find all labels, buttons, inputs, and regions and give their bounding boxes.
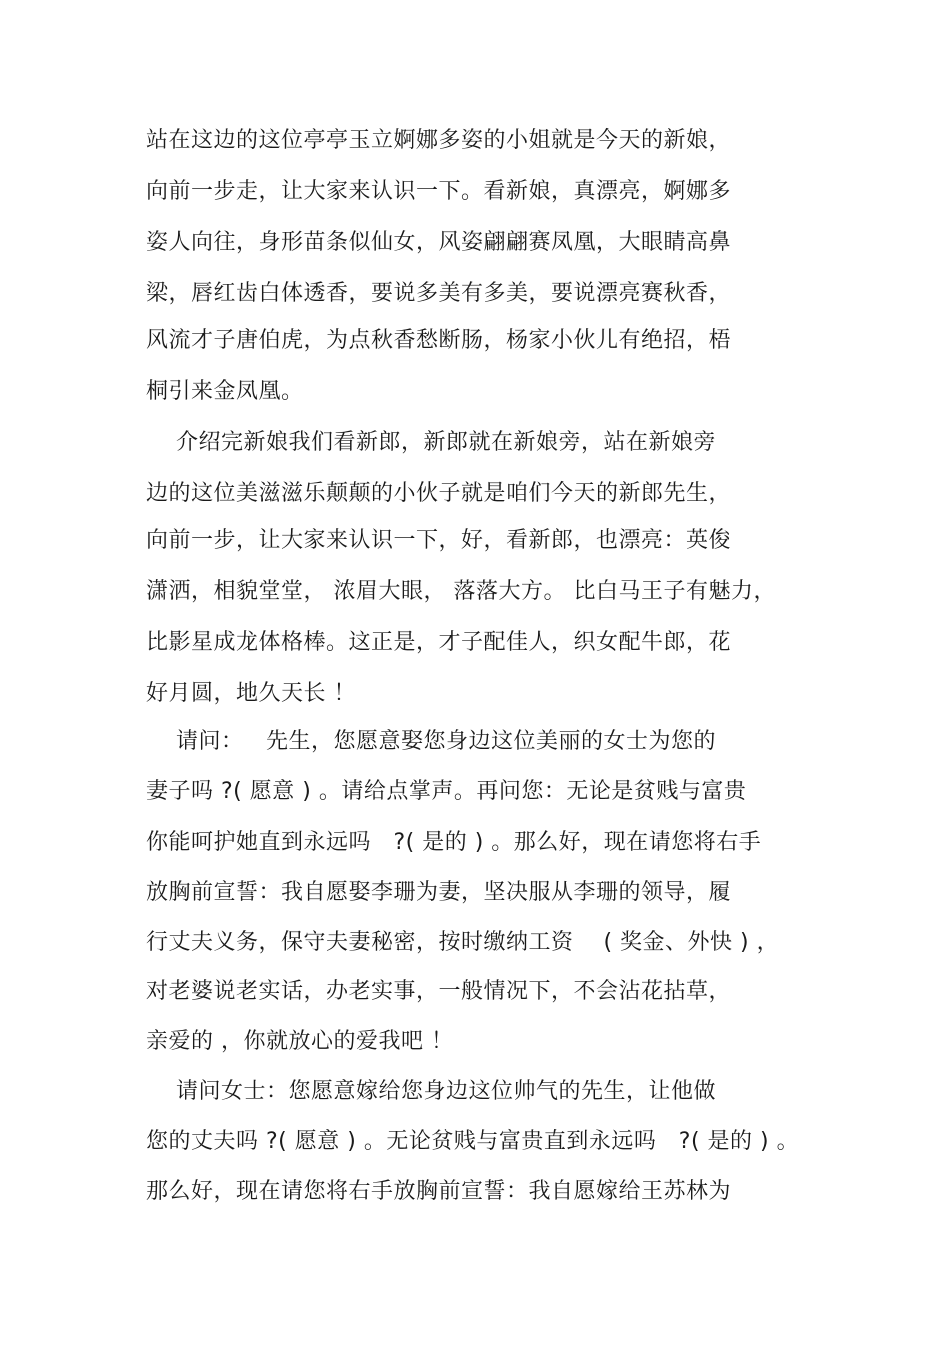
text-line: 请问女士：您愿意嫁给您身边这位帅气的先生，让他做 (146, 1079, 716, 1104)
text-line: 站在这边的这位亭亭玉立婀娜多姿的小姐就是今天的新娘， (146, 128, 732, 153)
text-line: 风流才子唐伯虎，为点秋香愁断肠，杨家小伙儿有绝招，梧 (146, 328, 732, 353)
text-line: 好月圆，地久天长 ！ (146, 681, 356, 706)
text-line: 姿人向往，身形苗条似仙女，风姿翩翩赛凤凰，大眼睛高鼻 (146, 230, 732, 255)
text-line: 请问： 先生，您愿意娶您身边这位美丽的女士为您的 (146, 729, 716, 754)
text-line: 放胸前宣誓：我自愿娶李珊为妻，坚决服从李珊的领导，履 (146, 880, 732, 905)
text-line: 介绍完新娘我们看新郎，新郎就在新娘旁，站在新娘旁 (146, 430, 716, 455)
text-line: 比影星成龙体格棒。这正是，才子配佳人，织女配牛郎，花 (146, 630, 732, 655)
text-line: 你能呵护她直到永远吗 ?( 是的 ) 。那么好，现在请您将右手 (146, 830, 762, 855)
text-line: 潇洒，相貌堂堂， 浓眉大眼， 落落大方。 比白马王子有魅力， (146, 579, 776, 604)
text-line: 对老婆说老实话，办老实事，一般情况下，不会沾花拈草， (146, 979, 732, 1004)
text-line: 妻子吗 ?( 愿意 ) 。请给点掌声。再问您：无论是贫贱与富贵 (146, 779, 747, 804)
text-line: 向前一步，让大家来认识一下，好，看新郎，也漂亮：英俊 (146, 528, 732, 553)
text-line: 亲爱的 ，你就放心的爱我吧 ！ (146, 1029, 454, 1054)
text-line: 边的这位美滋滋乐颠颠的小伙子就是咱们今天的新郎先生， (146, 481, 732, 506)
text-line: 那么好，现在请您将右手放胸前宣誓：我自愿嫁给王苏林为 (146, 1179, 732, 1204)
text-line: 行丈夫义务，保守夫妻秘密，按时缴纳工资 ( 奖金、外快 ) ， (146, 930, 780, 955)
text-line: 您的丈夫吗 ?( 愿意 ) 。无论贫贱与富贵直到永远吗 ?( 是的 ) 。 (146, 1129, 800, 1154)
text-line: 桐引来金凤凰。 (146, 379, 304, 404)
text-line: 向前一步走，让大家来认识一下。看新娘，真漂亮，婀娜多 (146, 179, 732, 204)
text-line: 梁，唇红齿白体透香，要说多美有多美，要说漂亮赛秋香， (146, 281, 732, 306)
